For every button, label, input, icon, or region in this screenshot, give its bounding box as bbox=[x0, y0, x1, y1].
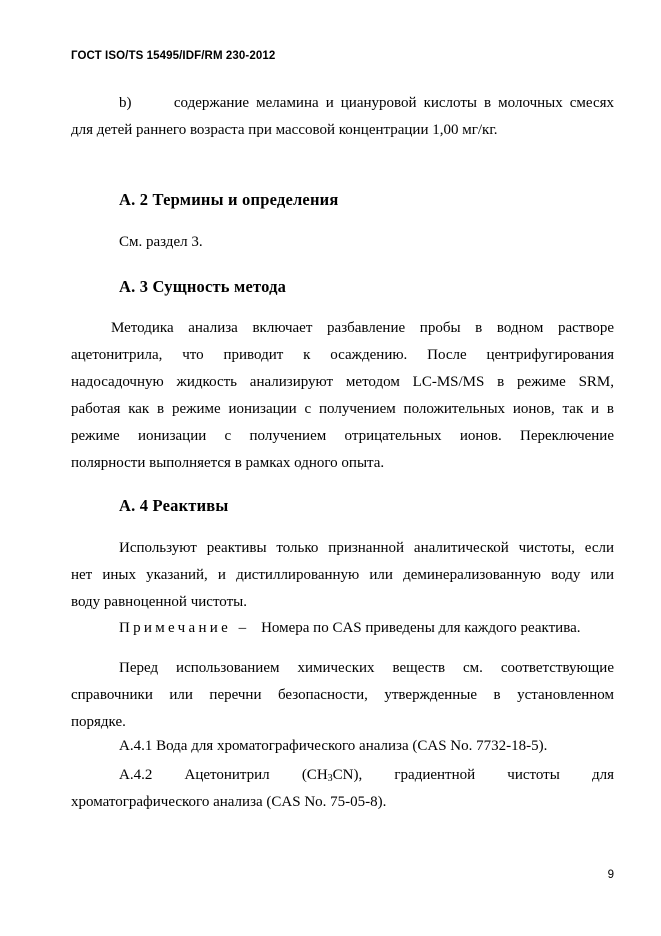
section-a4-paragraph-1 bbox=[71, 535, 614, 616]
section-a4-p2-line-1: Перед использованием химических веществ см. соответствующие bbox=[119, 660, 614, 676]
item-b-text-1: содержание меламина и циануровой кислоты в молочных смесях bbox=[173, 95, 615, 111]
section-a4-p2-line-2: справочники или перечни безопасности, утвержденные в установленном bbox=[71, 687, 614, 703]
item-b-line-1 bbox=[71, 90, 614, 117]
note-dash: – bbox=[238, 620, 247, 636]
item-b-marker: b) bbox=[119, 95, 132, 111]
section-a4-p2-line-3: порядке. bbox=[71, 714, 126, 730]
section-a2-title: А. 2 Термины и определения bbox=[119, 190, 339, 209]
section-a4-title: А. 4 Реактивы bbox=[119, 496, 229, 515]
document-header: ГОСТ ISO/TS 15495/IDF/RM 230-2012 bbox=[71, 50, 276, 62]
item-b-line-2: для детей раннего возраста при массовой концентрации 1,00 мг/кг. bbox=[71, 122, 498, 138]
item-a42-formula bbox=[302, 767, 362, 783]
section-a3-line-3: надосадочную жидкость анализируют методом LC-MS/MS в режиме SRM, bbox=[71, 374, 614, 390]
note-text: Номера по CAS приведены для каждого реактива. bbox=[261, 620, 581, 636]
page-number: 9 bbox=[607, 869, 614, 881]
section-a3-line-1: Методика анализа включает разбавление пробы в водном растворе bbox=[111, 320, 614, 336]
item-a42-word-1: Ацетонитрил bbox=[184, 767, 270, 783]
section-a3-line-6: полярности выполняется в рамках одного опыта. bbox=[71, 455, 385, 471]
item-a42-word-4: для bbox=[591, 767, 614, 783]
item-a42-word-3: чистоты bbox=[507, 767, 560, 783]
section-a4-p1-line-1: Используют реактивы только признанной аналитической чистоты, если bbox=[119, 540, 614, 556]
section-a4-p1-line-3: воду равноценной чистоты. bbox=[71, 594, 247, 610]
item-a42 bbox=[71, 762, 614, 816]
section-a4-paragraph-2 bbox=[71, 655, 614, 736]
section-a3-paragraph bbox=[71, 315, 614, 477]
section-a4-p1-line-2: нет иных указаний, и дистиллированную или деминерализованную воду или bbox=[71, 567, 614, 583]
item-a42-word-2: градиентной bbox=[394, 767, 476, 783]
section-a3-line-5: режиме ионизации с получением отрицательных ионов. Переключение bbox=[71, 428, 614, 444]
note-label: Примечание bbox=[119, 620, 232, 636]
section-a3-title: А. 3 Сущность метода bbox=[119, 277, 287, 296]
item-a41: А.4.1 Вода для хроматографического анализа (CAS No. 7732-18-5). bbox=[119, 738, 548, 754]
formula-post: CN), bbox=[332, 767, 363, 783]
formula-sub: 3 bbox=[327, 773, 333, 784]
section-a4-note bbox=[119, 620, 581, 637]
item-a42-line-1 bbox=[71, 762, 614, 789]
item-a42-number: А.4.2 bbox=[119, 767, 153, 783]
formula-pre: (CH bbox=[301, 767, 328, 783]
item-a42-line-2: хроматографического анализа (CAS No. 75-05-8). bbox=[71, 794, 387, 810]
section-a3-line-2: ацетонитрила, что приводит к осаждению. После центрифугирования bbox=[71, 347, 614, 363]
item-b-paragraph bbox=[71, 90, 614, 144]
section-a3-line-4: работая как в режиме ионизации с получением положительных ионов, так и в bbox=[71, 401, 614, 417]
section-a2-text: См. раздел 3. bbox=[119, 234, 203, 250]
